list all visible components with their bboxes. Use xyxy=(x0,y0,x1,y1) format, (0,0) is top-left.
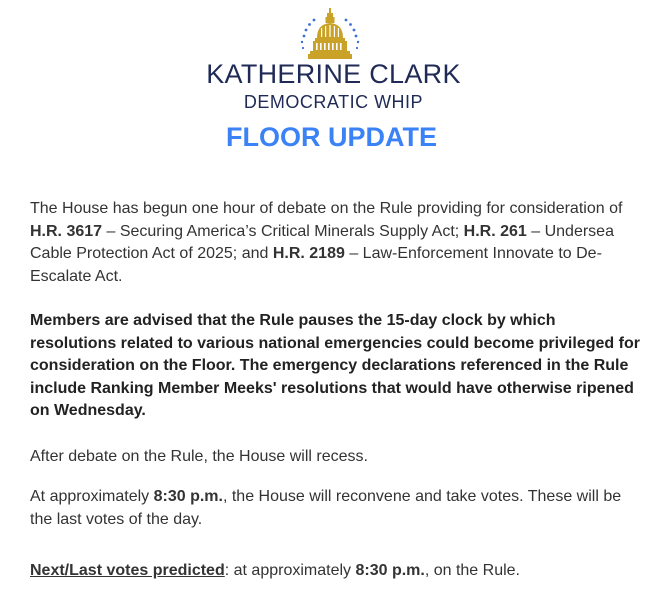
bill-hr261: H.R. 261 xyxy=(463,222,527,240)
org-title: DEMOCRATIC WHIP xyxy=(243,92,424,112)
header xyxy=(0,0,659,160)
org-name: KATHERINE CLARK xyxy=(206,59,461,89)
text-segment: – Law-Enforcement Innovate to De-Escalate Act. xyxy=(30,245,602,285)
bill-hr2189: H.R. 2189 xyxy=(272,245,345,262)
votes-predicted-label: Next/Last votes predicted xyxy=(30,562,225,579)
votes-predicted-paragraph xyxy=(30,560,640,583)
text-segment: The House has begun one hour of debate on the Rule providing for consideration of xyxy=(30,200,623,217)
debate-paragraph xyxy=(30,198,640,288)
text-segment: , on the Rule. xyxy=(424,562,520,579)
text-segment: At approximately xyxy=(30,488,154,505)
reconvene-paragraph xyxy=(30,486,640,531)
text-segment: , the House will reconvene and take votes. These will be the last votes of the day. xyxy=(30,488,622,528)
recess-paragraph: After debate on the Rule, the House will recess. xyxy=(30,448,368,465)
bill-hr3617: H.R. 3617 xyxy=(30,222,103,240)
reconvene-time: 8:30 p.m. xyxy=(153,488,223,505)
update-heading: FLOOR UPDATE xyxy=(226,122,437,152)
advisory-paragraph: Members are advised that the Rule pauses the 15-day clock by which resolutions related to various national emergencies could become privileged for consideration on the Floor. The emergency declarations referenced in the Rule include Ranking Member Meeks' resolutions that would have otherwise ripened on Wednesday. xyxy=(30,312,640,419)
text-segment: – Securing America’s Critical Minerals Supply Act; xyxy=(102,222,464,240)
votes-predicted-time: 8:30 p.m. xyxy=(355,562,425,579)
text-segment: – Undersea Cable Protection Act of 2025; and xyxy=(30,222,614,262)
text-segment: : at approximately xyxy=(224,562,356,579)
